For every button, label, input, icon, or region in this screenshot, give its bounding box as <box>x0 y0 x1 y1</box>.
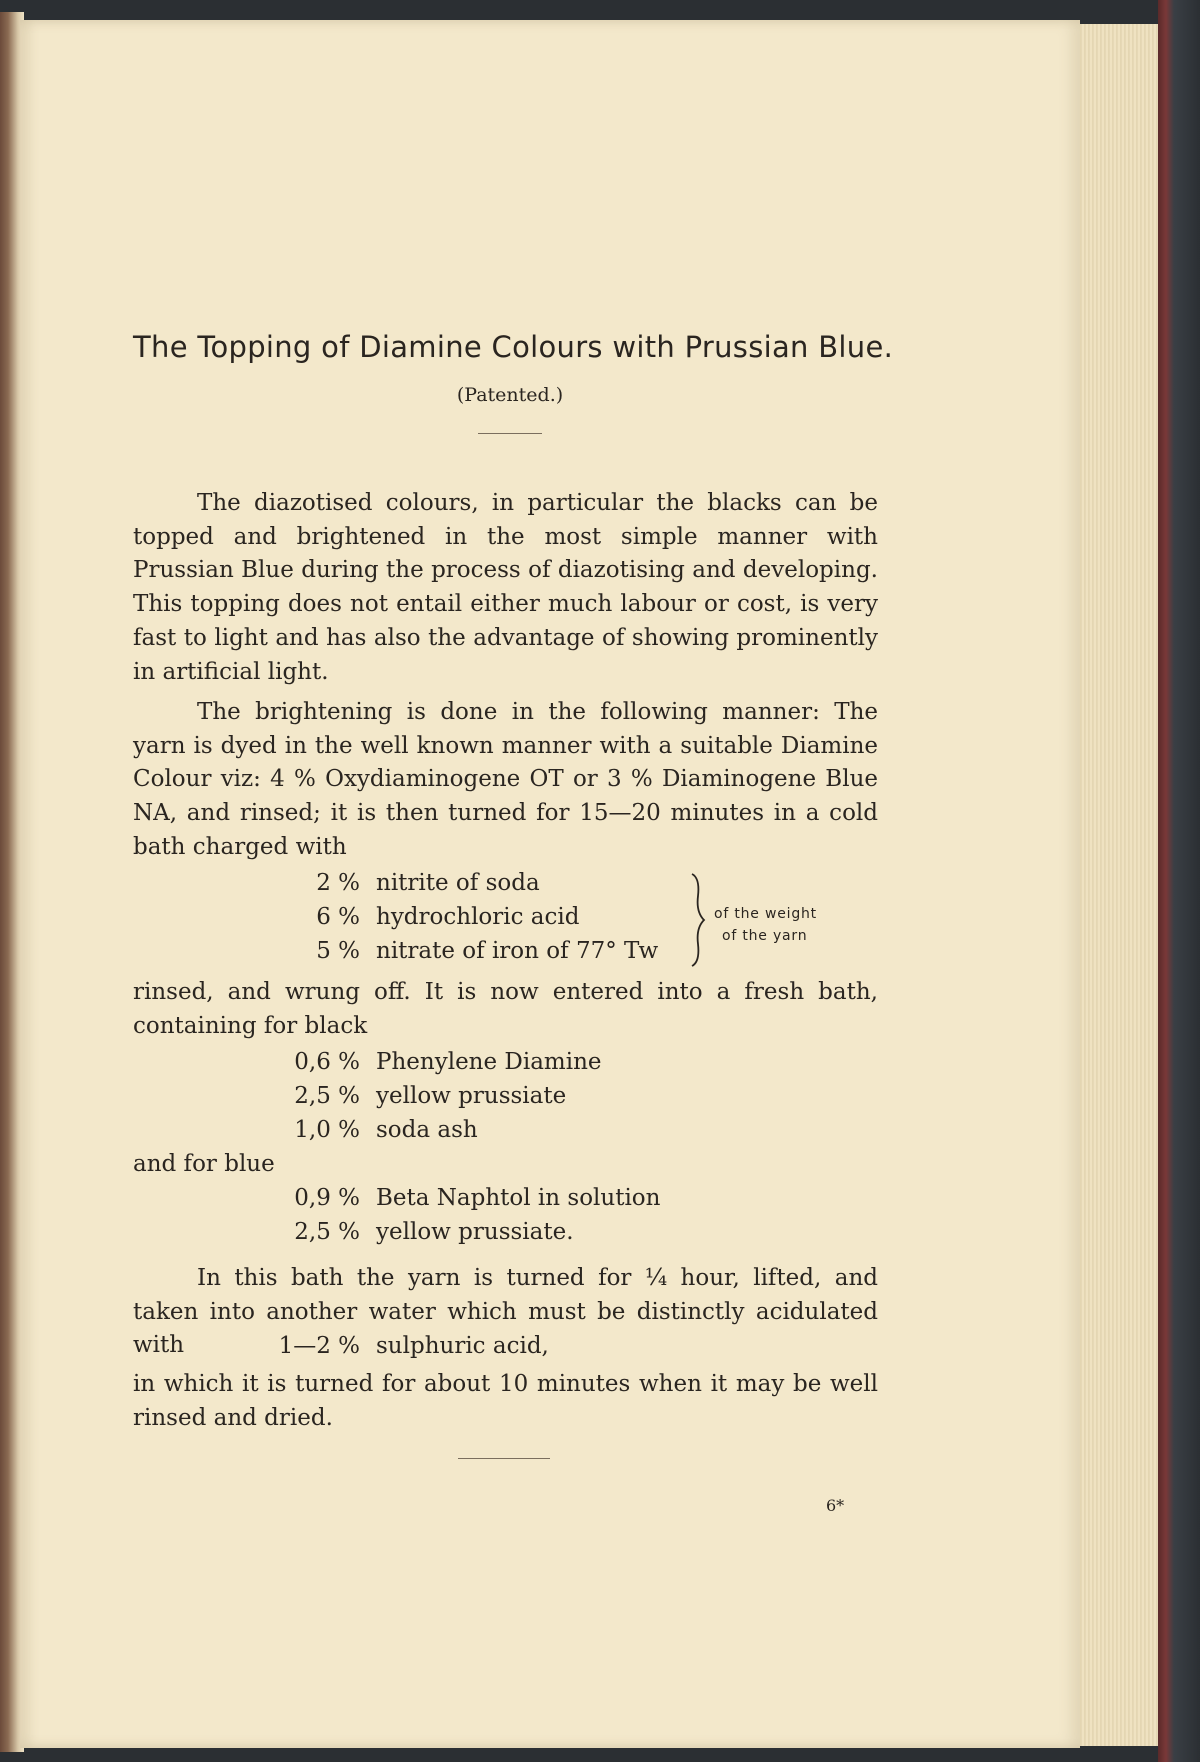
ingredient-name: Beta Naphtol in solution <box>376 1185 661 1211</box>
ingredient-name: sulphuric acid, <box>376 1333 549 1359</box>
ingredient-name: nitrate of iron of 77° Tw <box>376 938 659 964</box>
ingredient-amount: 2,5 % <box>294 1219 360 1245</box>
title-rule <box>478 433 542 434</box>
book-cover-edge <box>1158 0 1200 1762</box>
paragraph-method: The brightening is done in the following manner: The yarn is dyed in the well known manner with a suitable Diamine Colour viz: 4 % Oxydiaminogene OT or 3 % Diaminogene Blue NA, and rinsed; it is then turned for 15—20 minutes in a cold bath charged with <box>133 699 878 860</box>
page-stack-edge <box>1070 24 1164 1746</box>
ingredient-name: yellow prussiate <box>376 1083 567 1109</box>
ingredient-name: hydrochloric acid <box>376 904 580 930</box>
page <box>20 20 1080 1748</box>
ingredient-amount: 5 % <box>316 938 360 964</box>
paragraph-acid-bath: In this bath the yarn is turned for ¼ hour, lifted, and taken into another water which must be distinctly acidulated with <box>133 1265 878 1359</box>
ingredient-amount: 0,9 % <box>294 1185 360 1211</box>
ingredient-amount: 1—2 % <box>278 1333 360 1359</box>
ingredient-amount: 1,0 % <box>294 1117 360 1143</box>
ingredient-amount: 6 % <box>316 904 360 930</box>
ingredient-amount: 2,5 % <box>294 1083 360 1109</box>
paragraph-intro: The diazotised colours, in particular the blacks can be topped and brightened in the most simple manner with Prussian Blue during the process of diazotising and developing. This topping does not entail either much labour or cost, is very fast to light and has also the advantage of showing prominently in artificial light. <box>133 490 878 685</box>
paragraph-final: in which it is turned for about 10 minutes when it may be well rinsed and dried. <box>133 1371 878 1431</box>
page-number: 6* <box>826 1496 845 1515</box>
and-for-blue-label: and for blue <box>133 1151 275 1177</box>
ingredient-name: nitrite of soda <box>376 870 540 896</box>
bath-note-line-1: of the weight <box>714 906 817 922</box>
ingredient-amount: 0,6 % <box>294 1049 360 1075</box>
ingredient-name: yellow prussiate. <box>376 1219 574 1245</box>
ingredient-amount: 2 % <box>316 870 360 896</box>
ingredient-name: Phenylene Diamine <box>376 1049 602 1075</box>
ingredient-name: soda ash <box>376 1117 478 1143</box>
end-rule <box>458 1458 550 1459</box>
curly-brace-icon <box>688 872 710 968</box>
page-subtitle: (Patented.) <box>456 384 564 406</box>
bath-note-line-2: of the yarn <box>722 928 808 944</box>
page-title: The Topping of Diamine Colours with Prussian Blue. <box>133 330 894 364</box>
paragraph-fresh-bath: rinsed, and wrung off. It is now entered into a fresh bath, containing for black <box>133 979 878 1039</box>
